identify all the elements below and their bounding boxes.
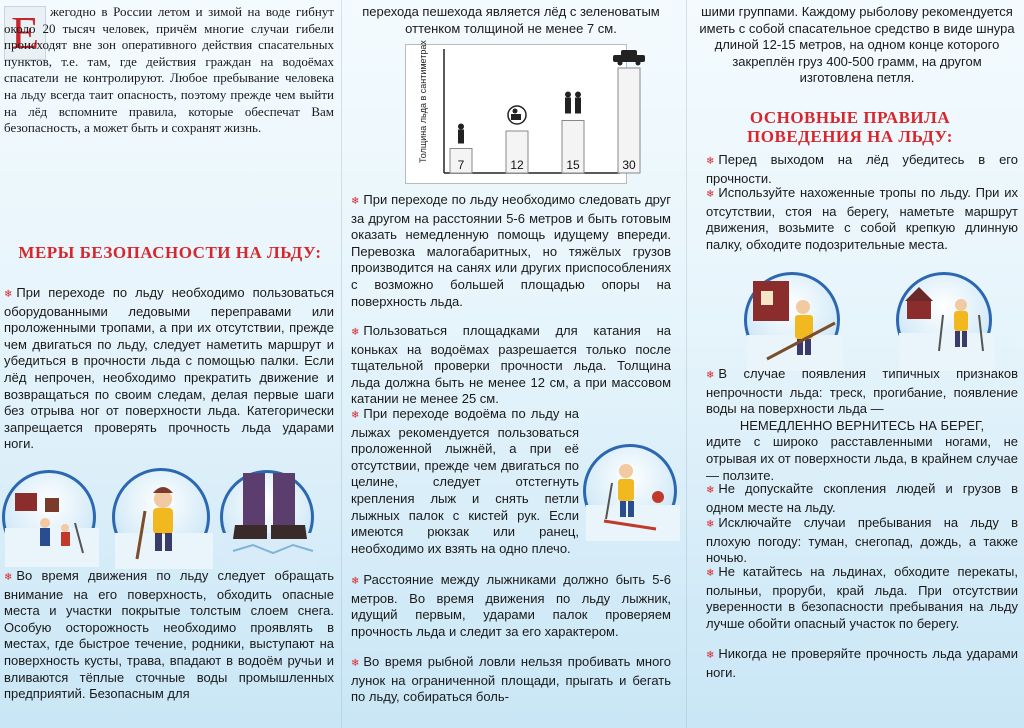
- rule-5-text: Исключайте случаи пребывания на льду в плохую погоду: туман, снегопад, дождь, а также ночью.: [706, 515, 1018, 566]
- fold-line: [341, 0, 342, 728]
- illustration-skier-near-house: [896, 272, 992, 368]
- snowflake-icon: ❄: [4, 289, 13, 300]
- chart-data-label: 15: [566, 158, 580, 172]
- illustration-child-with-stick: [112, 468, 210, 566]
- middle-bullet-2: [351, 323, 671, 408]
- illustration-house-person: [744, 272, 840, 368]
- fold-line: [686, 0, 687, 728]
- middle-bullet-5-text: Во время рыбной ловли нельзя пробивать много лунок на ограниченной площади, прыгать и бегать по льду, собираться боль-: [351, 654, 671, 705]
- illustration-boots-on-ice: [220, 470, 314, 564]
- middle-column: [343, 0, 683, 728]
- rule-3-text-b: НЕМЕДЛЕННО ВЕРНИТЕСЬ НА БЕРЕГ,: [739, 417, 985, 433]
- right-top-text: [696, 4, 1018, 87]
- safety-heading: [10, 243, 330, 262]
- safety-bullet-2: [4, 568, 334, 703]
- safety-bullet-1: [4, 285, 334, 453]
- middle-bullet-3: [351, 406, 579, 557]
- snowflake-icon: ❄: [4, 572, 13, 583]
- car-icon: [613, 50, 645, 66]
- rule-1-text: Перед выходом на лёд убедитесь в его прочности.: [706, 152, 1018, 186]
- snowflake-icon: ❄: [706, 568, 715, 579]
- snowflake-icon: ❄: [706, 156, 715, 167]
- illustration-people-on-ice: [2, 470, 96, 564]
- chart-svg: [406, 40, 636, 183]
- rule-7-text: Никогда не проверяйте прочность льда ударами ноги.: [706, 646, 1018, 680]
- rule-4: [706, 481, 1018, 516]
- rule-2: [706, 185, 1018, 253]
- intro-text: жегодно в России летом и зимой на воде гибнут около 20 тысяч человек, причём многие случаи гибели происходят вне зон оперативного действия спасательных пунктов, т.е. там, где действия граждан на водоёмах спасатели не контролируют. Любое пребывание человека на льду всегда таит опасность, поэтому прежде чем выйти на лёд вспомните правила, которые обеспечат Вам безопасность, а может быть и сохранят жизнь.: [4, 4, 334, 136]
- snowflake-icon: ❄: [351, 196, 360, 207]
- rule-5: [706, 515, 1018, 567]
- middle-bullet-1: [351, 192, 671, 310]
- snowflake-icon: ❄: [351, 658, 360, 669]
- rules-heading-text: ОСНОВНЫЕ ПРАВИЛА ПОВЕДЕНИЯ НА ЛЬДУ:: [747, 108, 953, 146]
- snowflake-icon: ❄: [351, 327, 360, 338]
- chart-data-label: 7: [457, 158, 465, 172]
- ice-thickness-chart: [405, 40, 636, 184]
- intro-paragraph: [4, 4, 334, 137]
- left-column: [0, 0, 340, 728]
- chart-data-label: 30: [622, 158, 636, 172]
- rule-6: [706, 564, 1018, 632]
- rule-3-text-c: идите с широко расставленными ногами, не отрывая их от поверхности льда, в крайнем случае — ползите.: [706, 434, 1018, 483]
- rule-6-text: Не катайтесь на льдинах, обходите перекаты, полыньи, проруби, край льда. При отсутствии уверенности в безопасности пребывания на льду лучше обойти опасный участок по берегу.: [706, 564, 1018, 631]
- rule-3: [706, 366, 1018, 484]
- group-icon: [565, 92, 581, 114]
- safety-heading-text: МЕРЫ БЕЗОПАСНОСТИ НА ЛЬДУ:: [18, 243, 322, 262]
- middle-bullet-4-text: Расстояние между лыжниками должно быть 5-6 метров. Во время движения по льду лыжник, идущий первым, ударами палок проверяем прочность льда и следит за его характером.: [351, 572, 671, 639]
- person-icon: [458, 124, 464, 144]
- middle-bullet-1-text: При переходе по льду необходимо следовать друг за другом на расстоянии 5-6 метров и быть готовым оказать немедленную помощь идущему впереди. Перевозка малогабаритных, но тяжёлых грузов производится на санях или других приспособлениях с возможно большей площадью опоры на поверхность льда.: [351, 192, 671, 309]
- rule-1: [706, 152, 1018, 187]
- safety-bullet-2-text: Во время движения по льду следует обращать внимание на его поверхность, обходить опасные места и участки покрытые толстым слоем снега. Особую осторожность необходимо проявлять в местах, где быстрое течение, родники, выступают на поверхность кусты, трава, впадают в водоём ручьи и вливаются тёплые сточные воды промышленных предприятий. Безопасным для: [4, 568, 334, 702]
- rules-heading: [730, 108, 970, 146]
- middle-bullet-4: [351, 572, 671, 640]
- snowflake-icon: ❄: [351, 410, 360, 421]
- middle-bullet-5: [351, 654, 671, 706]
- snowflake-icon: ❄: [351, 576, 360, 587]
- right-top-text-span: шими группами. Каждому рыболову рекомендуется иметь с собой спасательное средство в виде шнура длиной 12-15 метров, на одном конце которого закреплён груз 400-500 грамм, на другом изготовлена петля.: [699, 4, 1015, 86]
- middle-top-text-span: перехода пешехода является лёд с зеленоватым оттенком толщиной не менее 7 см.: [362, 4, 660, 36]
- rule-4-text: Не допускайте скопления людей и грузов в одном месте на льду.: [706, 481, 1018, 515]
- rule-7: [706, 646, 1018, 681]
- safety-bullet-1-text: При переходе по льду необходимо пользоваться оборудованными ледовыми переправами или проложенными тропами, а при их отсутствии, прежде чем двигаться по льду, следует наметить маршрут и убедиться в прочности льда с помощью палки. Если лёд непрочен, необходимо прекратить движение и возвращаться по своим следам, делая первые шаги без отрыва ног от поверхности льда. Категорически запрещается проверять прочность льда ударами ноги.: [4, 285, 334, 452]
- illustration-skier: [583, 444, 677, 538]
- snowflake-icon: ❄: [706, 370, 715, 381]
- chart-y-label: Толщина льда в сантиметрах: [418, 40, 428, 163]
- rule-2-text: Используйте нахоженные тропы по льду. При их отсутствии, стоя на берегу, наметьте маршрут движения, возьмите с собой крепкую длинную палку, обходите подозрительные места.: [706, 185, 1018, 252]
- snowflake-icon: ❄: [706, 485, 715, 496]
- rule-3-text-a: В случае появления типичных признаков непрочности льда: треск, прогибание, появление воды на поверхности льда —: [706, 366, 1018, 417]
- drop-cap: Е: [4, 6, 46, 60]
- middle-top-text: [351, 4, 671, 37]
- snowflake-icon: ❄: [706, 519, 715, 530]
- snowflake-icon: ❄: [706, 650, 715, 661]
- right-column: [690, 0, 1024, 728]
- middle-bullet-3-text: При переходе водоёма по льду на лыжах рекомендуется пользоваться проложенной лыжнёй, а при её отсутствии, прежде чем двигаться по целине, следует отстегнуть крепления лыж и снять петли лыжных палок с кистей рук. Если имеются рюкзак или ранец, необходимо их взять на одно плечо.: [351, 406, 579, 556]
- chart-data-label: 12: [510, 158, 524, 172]
- snowflake-icon: ❄: [706, 189, 715, 200]
- middle-bullet-2-text: Пользоваться площадками для катания на коньках на водоёмах разрешается только после тщательной проверки прочности льда. Толщина льда должна быть не менее 12 см, а при массовом катании не менее 25 см.: [351, 323, 671, 407]
- sled-icon: [508, 106, 526, 124]
